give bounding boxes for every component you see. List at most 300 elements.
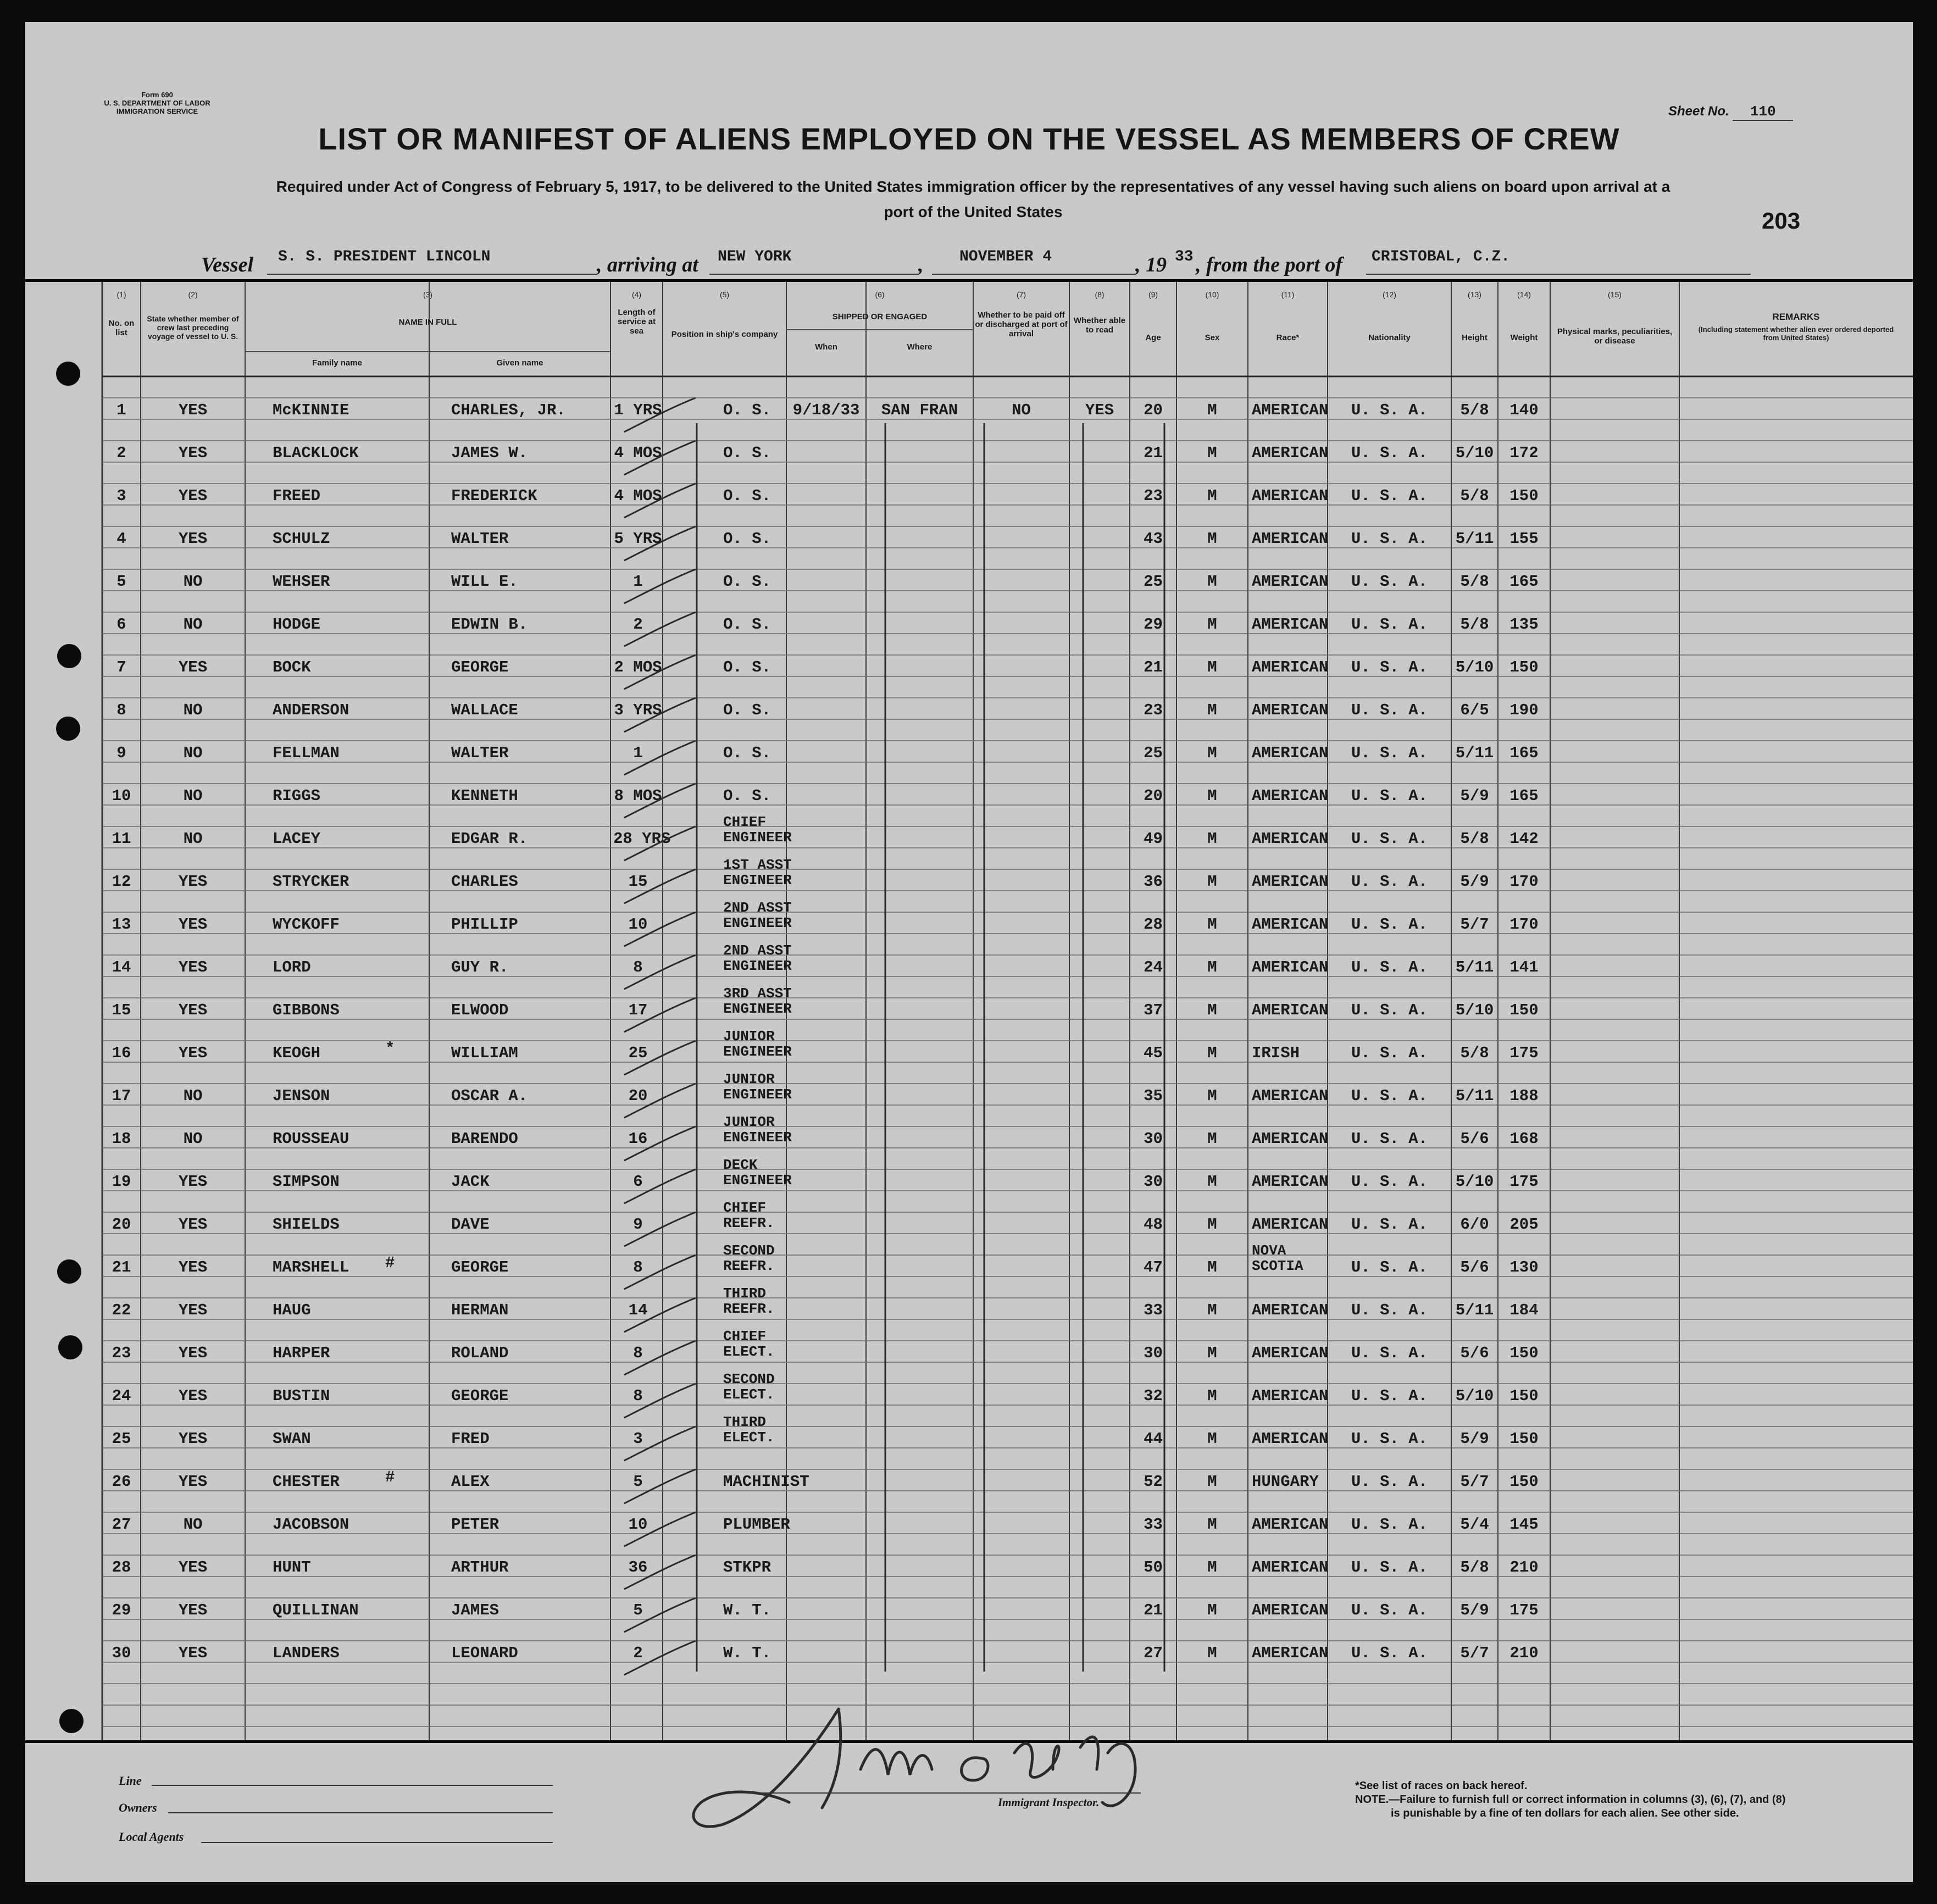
family-name: LANDERS [273,1644,340,1662]
ship-position: CHIEF REEFR. [723,1200,775,1231]
length-of-service: 8 [633,958,643,976]
agents-label: Local Agents [119,1830,184,1844]
punch-hole [57,644,81,668]
sex: M [1207,958,1217,976]
weight: 135 [1509,615,1539,634]
ship-position: JUNIOR ENGINEER [723,1071,792,1103]
nationality: U. S. A. [1351,1387,1428,1405]
weight: 170 [1509,915,1539,934]
given-name: GEORGE [451,1387,509,1405]
family-name: CHESTER [273,1473,340,1491]
row-number: 17 [112,1087,131,1105]
previous-voyage: YES [178,1601,208,1619]
sex: M [1207,1130,1217,1148]
col9-label: Age [1145,333,1161,342]
check-stroke [624,1555,696,1589]
previous-voyage: NO [183,744,203,762]
age: 25 [1144,573,1163,591]
check-stroke [624,1041,696,1075]
weight: 145 [1509,1516,1539,1534]
nationality: U. S. A. [1351,1258,1428,1276]
race: AMERICAN [1252,1644,1329,1662]
previous-voyage: YES [178,401,208,419]
sex: M [1207,1215,1217,1234]
ship-position: O. S. [723,401,772,419]
height: 5/7 [1460,915,1489,934]
col16-sublabel: (Including statement whether alien ever ordered deported from United States) [1698,325,1894,342]
inspector-label: Immigrant Inspector. [998,1796,1100,1809]
previous-voyage: YES [178,1344,208,1362]
age: 23 [1144,701,1163,719]
given-name: OSCAR A. [451,1087,528,1105]
check-stroke [624,912,696,946]
nationality: U. S. A. [1351,744,1428,762]
form-number: Form 690 [141,91,173,99]
vessel-label: Vessel [201,253,253,276]
previous-voyage: YES [178,1644,208,1662]
nationality: U. S. A. [1351,1215,1428,1234]
sex: M [1207,744,1217,762]
family-name: KEOGH [273,1044,321,1062]
ship-position: O. S. [723,444,772,462]
height: 5/8 [1460,1044,1489,1062]
race: NOVA SCOTIA [1252,1242,1303,1274]
age: 23 [1144,487,1163,505]
height: 5/6 [1460,1344,1489,1362]
col12-label: Nationality [1368,333,1411,342]
ship-position: O. S. [723,744,772,762]
race: AMERICAN [1252,1173,1329,1191]
able-to-read: YES [1085,401,1114,419]
check-stroke [624,569,696,603]
length-of-service: 5 [633,1473,643,1491]
page-title: LIST OR MANIFEST OF ALIENS EMPLOYED ON THE VESSEL AS MEMBERS OF CREW [318,121,1620,156]
races-note: *See list of races on back hereof. [1355,1780,1528,1792]
ship-position: 2ND ASST ENGINEER [723,942,792,974]
col1-number: (1) [116,290,126,299]
family-name: HUNT [273,1558,311,1577]
row-number: 24 [112,1387,131,1405]
check-stroke [624,784,696,818]
race: AMERICAN [1252,958,1329,976]
length-of-service: 5 [633,1601,643,1619]
punch-hole [57,1259,81,1284]
punch-hole [58,1335,82,1359]
family-name: RIGGS [273,787,321,805]
weight: 184 [1509,1301,1539,1319]
row-number: 20 [112,1215,131,1234]
age: 30 [1144,1130,1163,1148]
row-number: 10 [112,787,131,805]
given-name: GUY R. [451,958,509,976]
length-of-service: 1 [633,744,643,762]
arriving-port: NEW YORK [718,248,792,265]
inspector-underline [751,1792,1141,1794]
weight: 165 [1509,573,1539,591]
race: AMERICAN [1252,573,1329,591]
manifest-sheet [25,22,1913,1882]
age: 44 [1144,1430,1163,1448]
length-of-service: 36 [628,1558,648,1577]
weight: 175 [1509,1173,1539,1191]
previous-voyage: YES [178,1558,208,1577]
given-name: PETER [451,1516,499,1534]
race: AMERICAN [1252,401,1329,419]
family-name: SIMPSON [273,1173,340,1191]
previous-voyage: YES [178,1258,208,1276]
given-name: ELWOOD [451,1001,509,1019]
race: AMERICAN [1252,701,1329,719]
weight: 150 [1509,1430,1539,1448]
age: 28 [1144,915,1163,934]
sex: M [1207,1387,1217,1405]
check-stroke [624,1169,696,1203]
family-name: HODGE [273,615,321,634]
previous-voyage: YES [178,1301,208,1319]
previous-voyage: YES [178,873,208,891]
previous-voyage: NO [183,1516,203,1534]
ship-position: STKPR [723,1558,772,1577]
shipped-when: 9/18/33 [792,401,860,419]
nationality: U. S. A. [1351,1473,1428,1491]
weight: 150 [1509,487,1539,505]
height: 5/7 [1460,1473,1489,1491]
family-name: McKINNIE [273,401,349,419]
race: AMERICAN [1252,1601,1329,1619]
row-number: 25 [112,1430,131,1448]
nationality: U. S. A. [1351,401,1428,419]
family-name: SHIELDS [273,1215,340,1234]
check-stroke [624,1469,696,1503]
height: 5/11 [1455,530,1494,548]
check-stroke [624,741,696,775]
race: AMERICAN [1252,1087,1329,1105]
row-number: 26 [112,1473,131,1491]
race: AMERICAN [1252,1215,1329,1234]
given-name: EDWIN B. [451,615,528,634]
check-stroke [624,1212,696,1246]
sex: M [1207,873,1217,891]
race: AMERICAN [1252,487,1329,505]
punch-hole [56,717,80,741]
sheet-number-label: Sheet No. [1668,104,1729,119]
col2-number: (2) [188,290,198,299]
col5-label: Position in ship's company [671,330,778,339]
check-stroke [624,441,696,475]
ship-position: O. S. [723,701,772,719]
ship-position: O. S. [723,530,772,548]
age: 49 [1144,830,1163,848]
col14-number: (14) [1517,290,1531,299]
row-number: 27 [112,1516,131,1534]
age: 21 [1144,1601,1163,1619]
length-of-service: 8 MOS [614,787,662,805]
check-stroke [624,826,696,861]
family-name: MARSHELL [273,1258,349,1276]
previous-voyage: YES [178,1215,208,1234]
ship-position: O. S. [723,787,772,805]
penalty-note-line-2: is punishable by a fine of ten dollars for each alien. See other side. [1391,1807,1739,1819]
height: 5/10 [1455,444,1494,462]
length-of-service: 10 [628,1516,648,1534]
weight: 190 [1509,701,1539,719]
ship-position: JUNIOR ENGINEER [723,1114,792,1146]
check-stroke [624,1384,696,1418]
previous-voyage: YES [178,1473,208,1491]
length-of-service: 3 [633,1430,643,1448]
check-stroke [624,698,696,732]
comma-sep: , [918,253,924,276]
sheet-number-value: 110 [1733,103,1793,121]
row-number: 21 [112,1258,131,1276]
race: AMERICAN [1252,915,1329,934]
length-of-service: 16 [628,1130,648,1148]
length-of-service: 28 YRS [613,830,671,848]
previous-voyage: YES [178,487,208,505]
col7-label: Whether to be paid off or discharged at port of arrival [975,310,1068,338]
length-of-service: 3 YRS [614,701,662,719]
nationality: U. S. A. [1351,873,1428,891]
weight: 165 [1509,787,1539,805]
col8-number: (8) [1095,290,1105,299]
previous-voyage: YES [178,530,208,548]
sex: M [1207,830,1217,848]
nationality: U. S. A. [1351,1644,1428,1662]
row-number: 29 [112,1601,131,1619]
col13-number: (13) [1468,290,1481,299]
paid-off: NO [1012,401,1031,419]
sex: M [1207,915,1217,934]
family-name: GIBBONS [273,1001,340,1019]
col1-label: No. on list [108,319,135,337]
length-of-service: 5 YRS [614,530,662,548]
ship-position: MACHINIST [723,1473,809,1491]
height: 5/7 [1460,1644,1489,1662]
length-of-service: 2 MOS [614,658,662,676]
length-of-service: 8 [633,1258,643,1276]
weight: 130 [1509,1258,1539,1276]
previous-voyage: YES [178,1001,208,1019]
sex: M [1207,573,1217,591]
ship-position: O. S. [723,658,772,676]
family-name: JENSON [273,1087,330,1105]
ship-position: DECK ENGINEER [723,1157,792,1189]
given-name: WALTER [451,744,509,762]
col3-family-label: Family name [312,358,362,368]
shipped-where: SAN FRAN [881,401,958,419]
family-name: HARPER [273,1344,330,1362]
family-name: LORD [273,958,311,976]
nationality: U. S. A. [1351,1173,1428,1191]
height: 5/9 [1460,1601,1489,1619]
age: 25 [1144,744,1163,762]
check-stroke [624,1084,696,1118]
given-name: FREDERICK [451,487,537,505]
owners-underline [168,1812,553,1813]
sex: M [1207,1558,1217,1577]
height: 5/9 [1460,873,1489,891]
ship-position: 3RD ASST ENGINEER [723,985,792,1017]
previous-voyage: NO [183,1130,203,1148]
check-stroke [624,998,696,1032]
nationality: U. S. A. [1351,530,1428,548]
ship-position: THIRD REEFR. [723,1285,775,1317]
name-mark: # [385,1468,395,1486]
age: 24 [1144,958,1163,976]
given-name: HERMAN [451,1301,509,1319]
sex: M [1207,1001,1217,1019]
age: 45 [1144,1044,1163,1062]
family-name: BLACKLOCK [273,444,359,462]
arrival-date: NOVEMBER 4 [959,248,1052,265]
row-number: 22 [112,1301,131,1319]
check-stroke [624,1126,696,1161]
nationality: U. S. A. [1351,1516,1428,1534]
col10-number: (10) [1205,290,1219,299]
ship-position: W. T. [723,1644,772,1662]
age: 20 [1144,401,1163,419]
ship-position: SECOND ELECT. [723,1371,775,1403]
given-name: ROLAND [451,1344,509,1362]
row-number: 2 [116,444,126,462]
vessel-name: S. S. PRESIDENT LINCOLN [278,248,491,265]
nationality: U. S. A. [1351,1001,1428,1019]
weight: 168 [1509,1130,1539,1148]
row-number: 3 [116,487,126,505]
nationality: U. S. A. [1351,1301,1428,1319]
previous-voyage: NO [183,573,203,591]
height: 5/8 [1460,401,1489,419]
sex: M [1207,1044,1217,1062]
weight: 175 [1509,1601,1539,1619]
weight: 210 [1509,1558,1539,1577]
year-prefix: , 19 [1135,253,1167,276]
weight: 150 [1509,658,1539,676]
age: 47 [1144,1258,1163,1276]
weight: 150 [1509,1344,1539,1362]
col3-given-label: Given name [496,358,543,368]
nationality: U. S. A. [1351,1558,1428,1577]
race: AMERICAN [1252,615,1329,634]
nationality: U. S. A. [1351,615,1428,634]
row-number: 11 [112,830,131,848]
nationality: U. S. A. [1351,830,1428,848]
weight: 150 [1509,1387,1539,1405]
check-stroke [624,526,696,560]
height: 5/8 [1460,1558,1489,1577]
col5-number: (5) [719,290,730,299]
nationality: U. S. A. [1351,787,1428,805]
previous-voyage: YES [178,1044,208,1062]
sex: M [1207,1644,1217,1662]
sex: M [1207,787,1217,805]
race: AMERICAN [1252,873,1329,891]
col15-number: (15) [1608,290,1622,299]
previous-voyage: NO [183,615,203,634]
subtitle-line-2: port of the United States [884,203,1063,220]
length-of-service: 6 [633,1173,643,1191]
family-name: HAUG [273,1301,311,1319]
length-of-service: 1 YRS [614,401,662,419]
length-of-service: 4 MOS [614,487,662,505]
check-stroke [624,955,696,989]
race: AMERICAN [1252,830,1329,848]
height: 6/0 [1460,1215,1489,1234]
given-name: FRED [451,1430,490,1448]
col4-label: Length of service at sea [617,308,656,336]
service-name: IMMIGRATION SERVICE [116,107,198,115]
race: AMERICAN [1252,1430,1329,1448]
weight: 188 [1509,1087,1539,1105]
height: 5/11 [1455,744,1494,762]
previous-voyage: YES [178,1387,208,1405]
given-name: WALTER [451,530,509,548]
family-name: WEHSER [273,573,330,591]
check-stroke [624,1341,696,1375]
weight: 175 [1509,1044,1539,1062]
col7-number: (7) [1016,290,1026,299]
col2-label: State whether member of crew last preceding voyage of vessel to U. S. [147,314,239,341]
row-number: 12 [112,873,131,891]
previous-voyage: NO [183,1087,203,1105]
height: 5/9 [1460,787,1489,805]
ship-position: W. T. [723,1601,772,1619]
height: 5/10 [1455,1001,1494,1019]
weight: 210 [1509,1644,1539,1662]
sex: M [1207,1258,1217,1276]
arriving-label: , arriving at [597,253,698,276]
row-number: 23 [112,1344,131,1362]
given-name: JACK [451,1173,490,1191]
row-number: 5 [116,573,126,591]
length-of-service: 8 [633,1344,643,1362]
height: 5/4 [1460,1516,1489,1534]
col8-label: Whether able to read [1073,316,1126,335]
race: AMERICAN [1252,658,1329,676]
height: 5/6 [1460,1130,1489,1148]
col10-label: Sex [1205,333,1220,342]
nationality: U. S. A. [1351,701,1428,719]
col4-number: (4) [631,290,642,299]
nationality: U. S. A. [1351,658,1428,676]
owners-label: Owners [119,1801,157,1814]
col12-number: (12) [1383,290,1396,299]
check-stroke [624,655,696,689]
sex: M [1207,1301,1217,1319]
previous-voyage: NO [183,830,203,848]
length-of-service: 8 [633,1387,643,1405]
name-mark: * [385,1040,395,1058]
check-stroke [624,1255,696,1289]
row-number: 13 [112,915,131,934]
row-number: 15 [112,1001,131,1019]
row-number: 1 [116,401,126,419]
length-of-service: 17 [628,1001,648,1019]
nationality: U. S. A. [1351,1601,1428,1619]
height: 5/6 [1460,1258,1489,1276]
ship-position: 2ND ASST ENGINEER [723,900,792,931]
age: 29 [1144,615,1163,634]
height: 5/9 [1460,1430,1489,1448]
col11-label: Race* [1276,333,1300,342]
family-name: SWAN [273,1430,311,1448]
previous-voyage: YES [178,1430,208,1448]
sex: M [1207,1087,1217,1105]
row-number: 8 [116,701,126,719]
ship-position: 1ST ASST ENGINEER [723,857,792,889]
ship-position: THIRD ELECT. [723,1414,775,1446]
given-name: GEORGE [451,658,509,676]
